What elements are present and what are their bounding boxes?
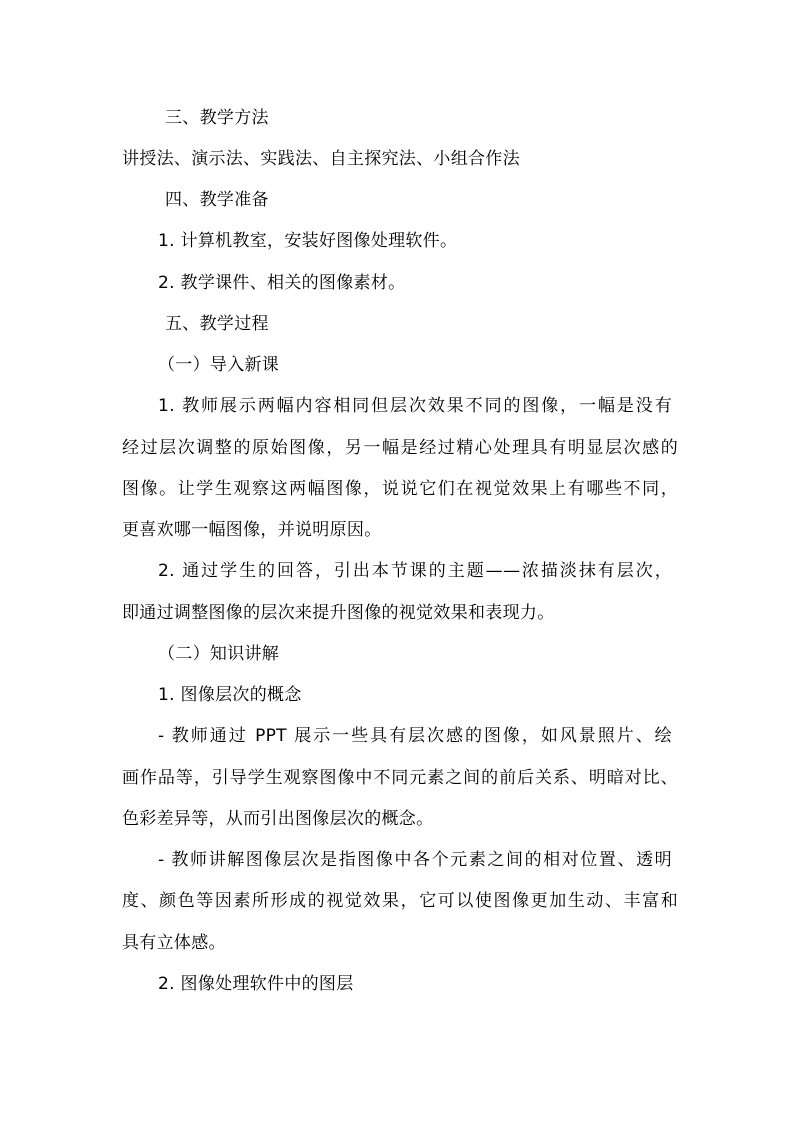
paragraph-line: 画作品等，引导学生观察图像中不同元素之间的前后关系、明暗对比、 [122,768,678,788]
paragraph-line: - 教师讲解图像层次是指图像中各个元素之间的相对位置、透明 [158,850,672,870]
heading-teaching-process: 五、教学过程 [165,314,269,334]
list-item: 1. 计算机教室，安装好图像处理软件。 [158,231,458,251]
list-item: 2. 图像处理软件中的图层 [158,974,354,994]
paragraph-line: 2. 通过学生的回答，引出本节课的主题——浓描淡抹有层次， [158,561,672,581]
paragraph-line: 经过层次调整的原始图像，另一幅是经过精心处理具有明显层次感的 [122,438,678,458]
paragraph-line: 即通过调整图像的层次来提升图像的视觉效果和表现力。 [122,603,555,623]
heading-teaching-preparation: 四、教学准备 [165,190,269,210]
paragraph-line: 具有立体感。 [122,933,226,953]
list-item: 1. 图像层次的概念 [158,685,302,705]
paragraph-line: 1. 教师展示两幅内容相同但层次效果不同的图像，一幅是没有 [158,396,672,416]
list-item: 2. 教学课件、相关的图像素材。 [158,273,406,293]
paragraph-line: - 教师通过 PPT 展示一些具有层次感的图像，如风景照片、绘 [158,726,672,746]
subheading-knowledge: （二）知识讲解 [158,644,280,664]
subheading-intro: （一）导入新课 [158,355,280,375]
paragraph-line: 度、颜色等因素所形成的视觉效果，它可以使图像更加生动、丰富和 [122,891,678,911]
paragraph-line: 色彩差异等，从而引出图像层次的概念。 [122,809,434,829]
paragraph-line: 讲授法、演示法、实践法、自主探究法、小组合作法 [122,149,520,169]
heading-teaching-methods: 三、教学方法 [165,108,269,128]
paragraph-line: 图像。让学生观察这两幅图像，说说它们在视觉效果上有哪些不同， [122,479,678,499]
paragraph-line: 更喜欢哪一幅图像，并说明原因。 [122,520,382,540]
